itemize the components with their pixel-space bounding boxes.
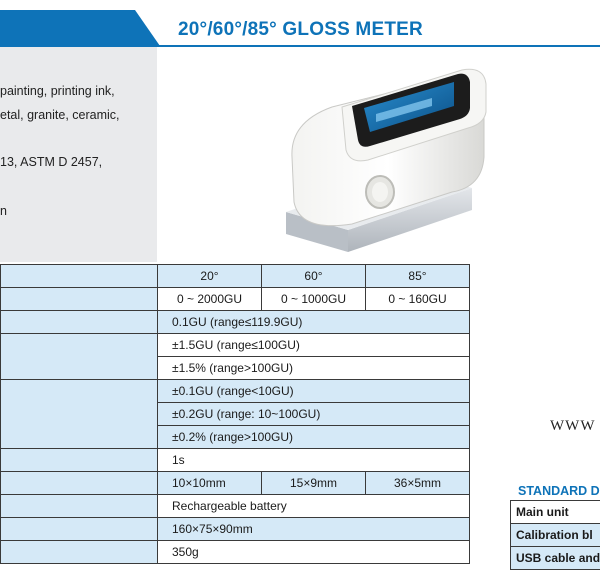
spec-label-cell [1, 311, 158, 334]
range-cell: 0 ~ 160GU [366, 288, 470, 311]
delivery-item: Main unit [511, 501, 600, 524]
description-line: 13, ASTM D 2457, [0, 155, 103, 169]
page-title: 20°/60°/85° GLOSS METER [178, 19, 423, 40]
spec-label-cell [1, 541, 158, 564]
spot-size-cell: 10×10mm [158, 472, 262, 495]
table-row [1, 472, 470, 495]
repeatability-cell: ±1.5GU (range≤100GU) [158, 334, 470, 357]
range-cell: 0 ~ 1000GU [262, 288, 366, 311]
spec-label-cell [1, 380, 158, 449]
table-row [1, 495, 470, 518]
delivery-item: Calibration bl [511, 524, 600, 547]
description-line: n [0, 204, 7, 218]
table-row [511, 547, 600, 570]
website-text: WWW [550, 418, 596, 434]
description-panel [0, 47, 157, 262]
table-row [1, 449, 470, 472]
range-cell: 0 ~ 2000GU [158, 288, 262, 311]
table-row [1, 311, 470, 334]
spot-size-cell: 15×9mm [262, 472, 366, 495]
table-row [511, 524, 600, 547]
accuracy-cell: ±0.2% (range>100GU) [158, 426, 470, 449]
angle-cell: 60° [262, 265, 366, 288]
spec-label-cell [1, 449, 158, 472]
standard-delivery-table [510, 500, 600, 570]
accuracy-cell: ±0.2GU (range: 10~100GU) [158, 403, 470, 426]
gloss-meter-device-image [272, 62, 502, 258]
angle-cell: 85° [366, 265, 470, 288]
angle-cell: 20° [158, 265, 262, 288]
spot-size-cell: 36×5mm [366, 472, 470, 495]
header-banner [0, 10, 160, 46]
accuracy-cell: ±0.1GU (range<10GU) [158, 380, 470, 403]
measure-time-cell: 1s [158, 449, 470, 472]
dimensions-cell: 160×75×90mm [158, 518, 470, 541]
standard-delivery-title: STANDARD D [518, 484, 600, 498]
description-line: painting, printing ink, [0, 84, 115, 98]
spec-label-cell [1, 265, 158, 288]
table-row [1, 334, 470, 357]
table-row [1, 265, 470, 288]
table-row [1, 518, 470, 541]
table-row [1, 288, 470, 311]
spec-label-cell [1, 288, 158, 311]
table-row [1, 380, 470, 403]
spec-label-cell [1, 334, 158, 380]
power-cell: Rechargeable battery [158, 495, 470, 518]
repeatability-cell: ±1.5% (range>100GU) [158, 357, 470, 380]
spec-label-cell [1, 518, 158, 541]
delivery-item: USB cable and [511, 547, 600, 570]
spec-table [0, 264, 470, 564]
spec-label-cell [1, 495, 158, 518]
weight-cell: 350g [158, 541, 470, 564]
table-row [1, 541, 470, 564]
table-row [511, 501, 600, 524]
description-line: etal, granite, ceramic, [0, 108, 120, 122]
resolution-cell: 0.1GU (range≤119.9GU) [158, 311, 470, 334]
spec-label-cell [1, 472, 158, 495]
